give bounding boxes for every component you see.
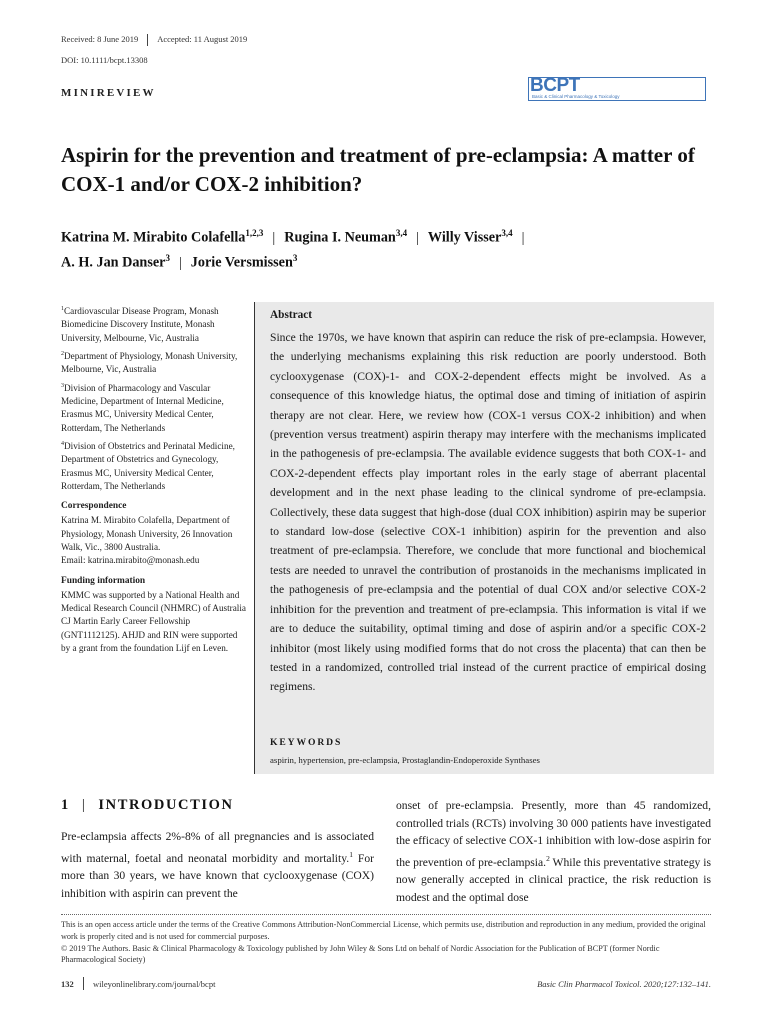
journal-citation: Basic Clin Pharmacol Toxicol. 2020;127:132–141. bbox=[537, 979, 711, 989]
author-affiliation: 3 bbox=[292, 253, 298, 263]
correspondence-text: Katrina M. Mirabito Colafella, Department of Physiology, Monash University, 26 Innovation Walk, Vic., 3800 Australia. Email: katrina.mirabito@monash.edu bbox=[61, 515, 233, 566]
accepted-date: Accepted: 11 August 2019 bbox=[157, 34, 248, 44]
section-number: 1 bbox=[61, 797, 70, 813]
affiliations-column bbox=[61, 303, 246, 658]
abstract-box bbox=[254, 302, 714, 774]
author-affiliation: 3 bbox=[165, 253, 170, 263]
author-affiliation: 1,2,3 bbox=[245, 228, 264, 238]
journal-url[interactable]: wileyonlinelibrary.com/journal/bcpt bbox=[93, 979, 216, 989]
copyright-note: © 2019 The Authors. Basic & Clinical Pharmacology & Toxicology published by John Wiley & Sons Ltd on behalf of Nordic Association for the Publication of BCPT (former Nordic Pharmacological Society) bbox=[61, 943, 660, 965]
funding-text: KMMC was supported by a National Health and Medical Research Council (NHMRC) of Australia CJ Martin Early Career Fellowship (GNT1112125). AHJD and RIN were supported by a grant from the foundation Lijf en Leven. bbox=[61, 589, 246, 654]
citation-ref[interactable]: 1 bbox=[349, 849, 353, 859]
author-line-1 bbox=[61, 228, 533, 247]
author-affiliation: 3,4 bbox=[501, 228, 513, 238]
footnote bbox=[61, 919, 711, 966]
author-separator: | bbox=[272, 229, 276, 246]
divider bbox=[147, 34, 148, 46]
keywords-heading: KEYWORDS bbox=[270, 737, 343, 748]
author-name[interactable]: Katrina M. Mirabito Colafella bbox=[61, 229, 246, 246]
citation-ref[interactable]: 2 bbox=[546, 853, 550, 863]
page-number: 132 bbox=[61, 979, 74, 989]
abstract-text: Since the 1970s, we have known that aspirin can reduce the risk of pre-eclampsia. However, the underlying mechanisms explaining this risk reduction are poorly understood. Both cyclooxygenase (COX)-1- and COX-2-dependent effects might be involved. As a consequence of this knowledge hiatus, the optimal dose and timing of initiation of aspirin therapy are not clear. Here, we review how (COX-1 versus COX-2 inhibition) and when (prevention versus treatment) aspirin therapy may interfere with the mechanisms implicated in the pathogenesis of pre-eclampsia. The available evidence suggests that both COX-1- and COX-2-dependent effects play important roles in the early stage of aberrant placental development and in the next phase leading to the clinical syndrome of pre-eclampsia. Collectively, these data suggest that high-dose (dual COX inhibition) aspirin may be superior to standard low-dose (selective COX-1 inhibition) aspirin for the prevention and also treatment of pre-eclampsia. Therefore, we conclude that more functional and biochemical tests are needed to unravel the contribution of prostanoids in the mechanisms implicated in the pathogenesis of pre-eclampsia and the potential of dual COX and/or selective COX-2 inhibition for the prevention and treatment of pre-eclampsia. This information is vital if we are to deduce the suitability, optimal timing and dose of aspirin and/or a specific COX-2 inhibitor (most likely using modified forms that do not cross the placenta) that can then be tested in a randomized, controlled trial instead of the current practice of empirical dosing regimens. bbox=[270, 331, 706, 694]
intro-paragraph-right: onset of pre-eclampsia. Presently, more than 45 randomized, controlled trials (RCTs) involving 30 000 patients have investigated the efficacy of selective COX-1 inhibition with low-dose aspirin for the prevention of pre-eclampsia.$^2$ While this preventative strategy is now generally accepted in clinical practice, the risk reduction is modest and the optimal dose bbox=[396, 799, 712, 904]
author-separator: | bbox=[416, 229, 419, 246]
logo-subtitle: Basic & Clinical Pharmacology & Toxicology bbox=[532, 94, 620, 99]
logo-mark: BCPT bbox=[530, 75, 580, 96]
author-affiliation: 3,4 bbox=[395, 228, 408, 238]
author-name[interactable]: A. H. Jan Danser bbox=[61, 254, 166, 271]
author-name[interactable]: Rugina I. Neuman bbox=[284, 229, 396, 246]
affiliation: $^4$Division of Obstetrics and Perinatal Medicine, Department of Obstetrics and Gynecology, Erasmus MC, University Medical Center, Rotterdam, The Netherlands bbox=[61, 440, 235, 491]
author-name[interactable]: Jorie Versmissen bbox=[190, 254, 293, 271]
affiliation: $^3$Division of Pharmacology and Vascular Medicine, Department of Internal Medicine, Erasmus MC, University Medical Center, Rotterdam, The Netherlands bbox=[61, 382, 224, 433]
author-line-2 bbox=[61, 253, 297, 272]
page-footer bbox=[61, 978, 711, 992]
abstract-heading: Abstract bbox=[270, 309, 313, 321]
author-separator: | bbox=[521, 229, 525, 246]
divider bbox=[83, 977, 84, 990]
license-note: This is an open access article under the terms of the Creative Commons Attribution-NonCommercial License, which permits use, distribution and reproduction in any medium, provided the original work is properly cited and is not used for commercial purposes. bbox=[61, 920, 706, 941]
correspondence-email[interactable]: Email: katrina.mirabito@monash.edu bbox=[61, 555, 200, 566]
section-title: INTRODUCTION bbox=[98, 797, 234, 813]
funding-heading: Funding information bbox=[61, 575, 146, 586]
received-date: Received: 8 June 2019 bbox=[61, 34, 139, 44]
author-name[interactable]: Willy Visser bbox=[427, 229, 502, 246]
footnote-rule bbox=[61, 914, 711, 915]
author-separator: | bbox=[178, 254, 182, 271]
article-title: Aspirin for the prevention and treatment of pre-eclampsia: A matter of COX-1 and/or COX-2 inhibition? bbox=[61, 143, 695, 196]
keywords-list: aspirin, hypertension, pre-eclampsia, Prostaglandin-Endoperoxide Synthases bbox=[270, 755, 540, 765]
correspondence-heading: Correspondence bbox=[61, 501, 127, 512]
intro-paragraph-left: Pre-eclampsia affects 2%-8% of all pregnancies and is associated with maternal, foetal and neonatal morbidity and mortality.$^1$ For more than 30 years, we have known that cyclooxygenase (COX) inhibition with aspirin can prevent the bbox=[61, 830, 375, 900]
doi[interactable]: DOI: 10.1111/bcpt.13308 bbox=[61, 55, 148, 65]
section-separator: | bbox=[81, 797, 87, 813]
article-dates bbox=[61, 34, 247, 46]
affiliation: $^1$Cardiovascular Disease Program, Monash Biomedicine Discovery Institute, Monash University, Melbourne, Vic, Australia bbox=[61, 306, 219, 343]
affiliation: $^2$Department of Physiology, Monash University, Melbourne, Vic, Australia bbox=[61, 350, 238, 375]
article-type: MINIREVIEW bbox=[61, 87, 156, 99]
journal-logo bbox=[528, 77, 706, 101]
section-heading bbox=[61, 797, 234, 814]
